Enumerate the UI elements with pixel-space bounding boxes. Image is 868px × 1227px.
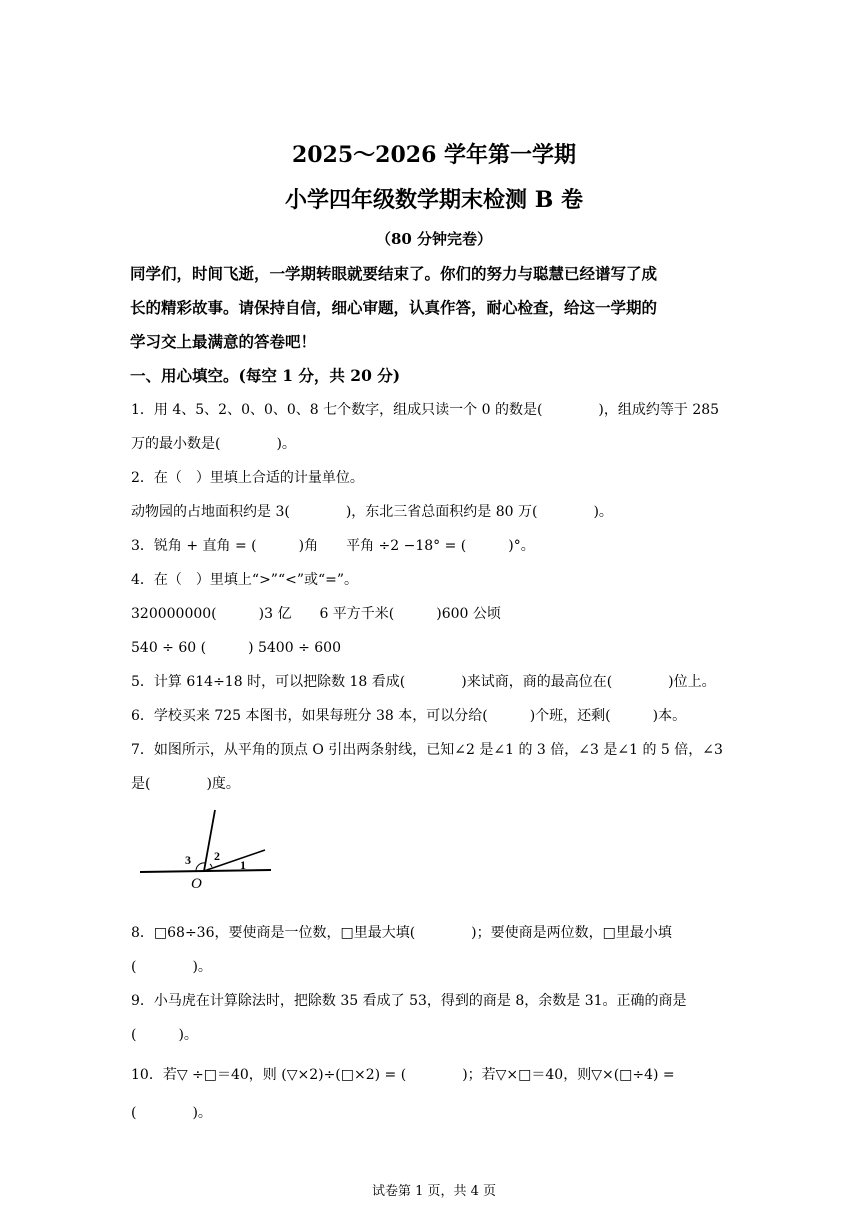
exam-title-name: 小学四年级数学期末检测 B 卷: [285, 187, 583, 213]
question-10-line-1: 10．若▽ ÷□＝40，则 (▽×2)÷(□×2) = ( )；若▽×□＝40，则▽×(□÷4) =: [131, 1067, 675, 1083]
question-9-line-2: ( )。: [131, 1027, 198, 1043]
intro-line-3: 学习交上最满意的答卷吧！: [130, 332, 317, 351]
question-6: 6．学校买来 725 本图书，如果每班分 38 本，可以分给( )个班，还剩( )本。: [131, 708, 687, 724]
question-3: 3．锐角 + 直角 = ( )角 平角 ÷2 −18° = ( )°。: [131, 538, 535, 554]
question-8-line-1: 8．□68÷36，要使商是一位数，□里最大填( )；要使商是两位数，□里最小填: [131, 925, 672, 941]
intro-line-2: 长的精彩故事。请保持自信，细心审题，认真作答，耐心检查，给这一学期的: [130, 298, 658, 317]
question-4-line-1: 4．在（ ）里填上“>”“<”或“=”。: [131, 572, 359, 588]
question-2-line-2: 动物园的占地面积约是 3( )，东北三省总面积约是 80 万( )。: [131, 504, 613, 520]
question-10-line-2: ( )。: [131, 1105, 212, 1121]
exam-title-term: 2025～2026 学年第一学期: [291, 142, 577, 168]
question-7-line-1: 7．如图所示，从平角的顶点 O 引出两条射线，已知∠2 是∠1 的 3 倍，∠3 是∠1 的 5 倍，∠3: [131, 742, 723, 758]
exam-duration: （80 分钟完卷）: [375, 230, 493, 248]
question-4-line-3: 540 ÷ 60 ( ) 5400 ÷ 600: [131, 640, 341, 656]
question-5: 5．计算 614÷18 时，可以把除数 18 看成( )来试商，商的最高位在( )位上。: [131, 674, 716, 690]
angle-2-arc: [210, 864, 212, 867]
intro-line-1: 同学们，时间飞逝，一学期转眼就要结束了。你们的努力与聪慧已经谱写了成: [130, 264, 658, 283]
vertex-o-label: O: [191, 876, 202, 892]
question-1-line-1: 1．用 4、5、2、0、0、0、8 七个数字，组成只读一个 0 的数是( )，组成约等于 285: [131, 402, 720, 418]
section-1-heading: 一、用心填空。(每空 1 分，共 20 分): [130, 366, 401, 385]
question-4-line-2: 320000000( )3 亿 6 平方千米( )600 公顷: [131, 606, 501, 622]
angle-3-label: 3: [185, 853, 191, 867]
question-7-line-2: 是( )度。: [131, 776, 240, 792]
question-1-line-2: 万的最小数是( )。: [131, 436, 296, 452]
page-footer: 试卷第 1 页，共 4 页: [371, 1184, 497, 1199]
question-8-line-2: ( )。: [131, 959, 212, 975]
angle-2-label: 2: [214, 849, 220, 863]
angle-1-label: 1: [240, 858, 246, 872]
question-2-line-1: 2．在（ ）里填上合适的计量单位。: [131, 470, 364, 486]
angle-figure: [138, 808, 278, 893]
question-9-line-1: 9．小马虎在计算除法时，把除数 35 看成了 53，得到的商是 8，余数是 31。正确的商是: [131, 993, 687, 1009]
